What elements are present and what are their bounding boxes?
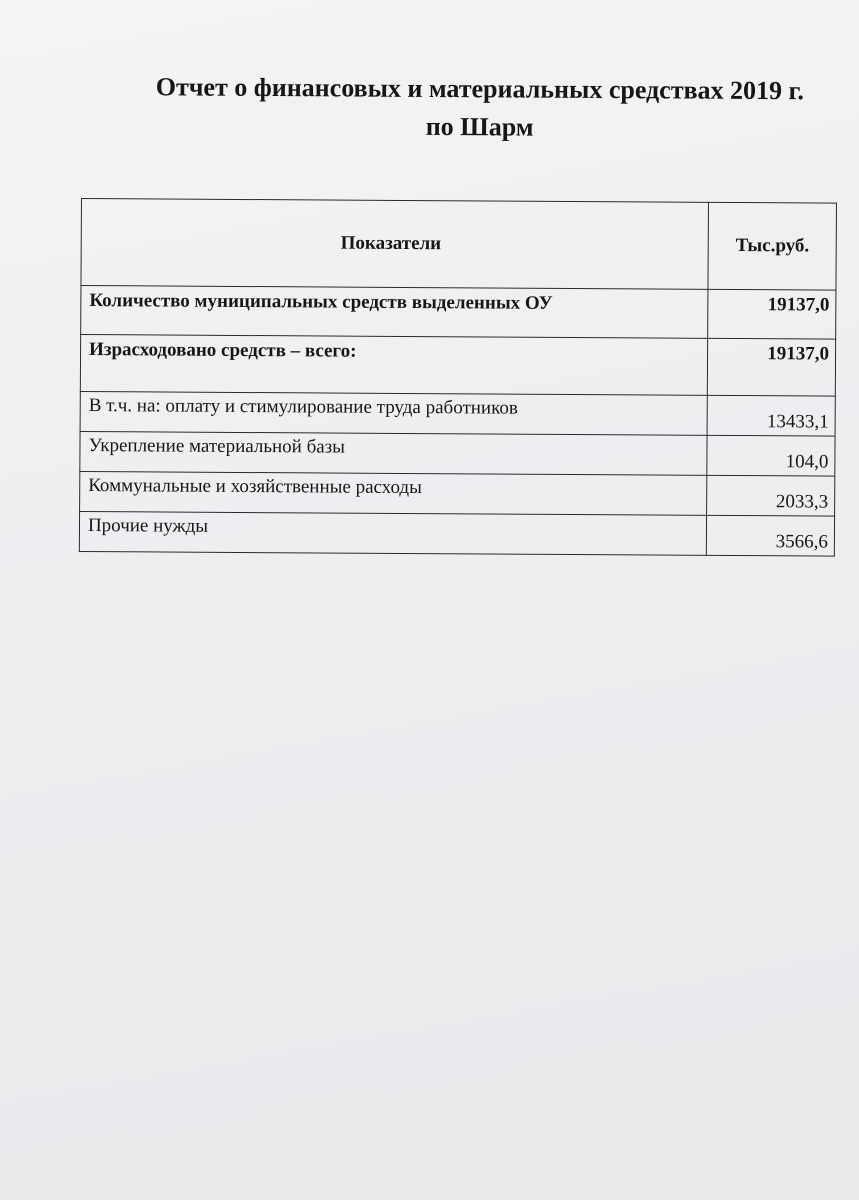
row-label: В т.ч. на: оплату и стимулирование труда работников — [80, 391, 708, 435]
row-label: Укрепление материальной базы — [80, 431, 708, 475]
finance-table — [79, 198, 837, 557]
row-label: Коммунальные и хозяйственные расходы — [80, 471, 708, 515]
row-value: 3566,6 — [707, 515, 835, 556]
report-title — [110, 68, 850, 149]
row-label: Прочие нужды — [79, 511, 707, 555]
table-row — [80, 471, 835, 516]
row-label: Израсходовано средств – всего: — [80, 335, 708, 396]
row-label: Количество муниципальных средств выделенных ОУ — [81, 286, 709, 339]
row-value: 104,0 — [707, 435, 835, 476]
title-line-2: по Шарм — [425, 111, 534, 142]
row-value: 2033,3 — [707, 475, 835, 516]
table-header-row — [81, 199, 837, 291]
header-thousand-rubles: Тыс.руб. — [708, 202, 836, 290]
table-row — [80, 431, 835, 476]
header-indicators: Показатели — [81, 199, 709, 290]
table-row — [79, 511, 834, 556]
table-row — [81, 286, 836, 340]
row-value: 13433,1 — [707, 395, 835, 436]
table-row — [80, 391, 835, 436]
table-row — [80, 335, 835, 397]
title-line-1: Отчет о финансовых и материальных средствах 2019 г. — [155, 72, 805, 106]
row-value: 19137,0 — [708, 289, 836, 339]
row-value: 19137,0 — [708, 338, 836, 396]
